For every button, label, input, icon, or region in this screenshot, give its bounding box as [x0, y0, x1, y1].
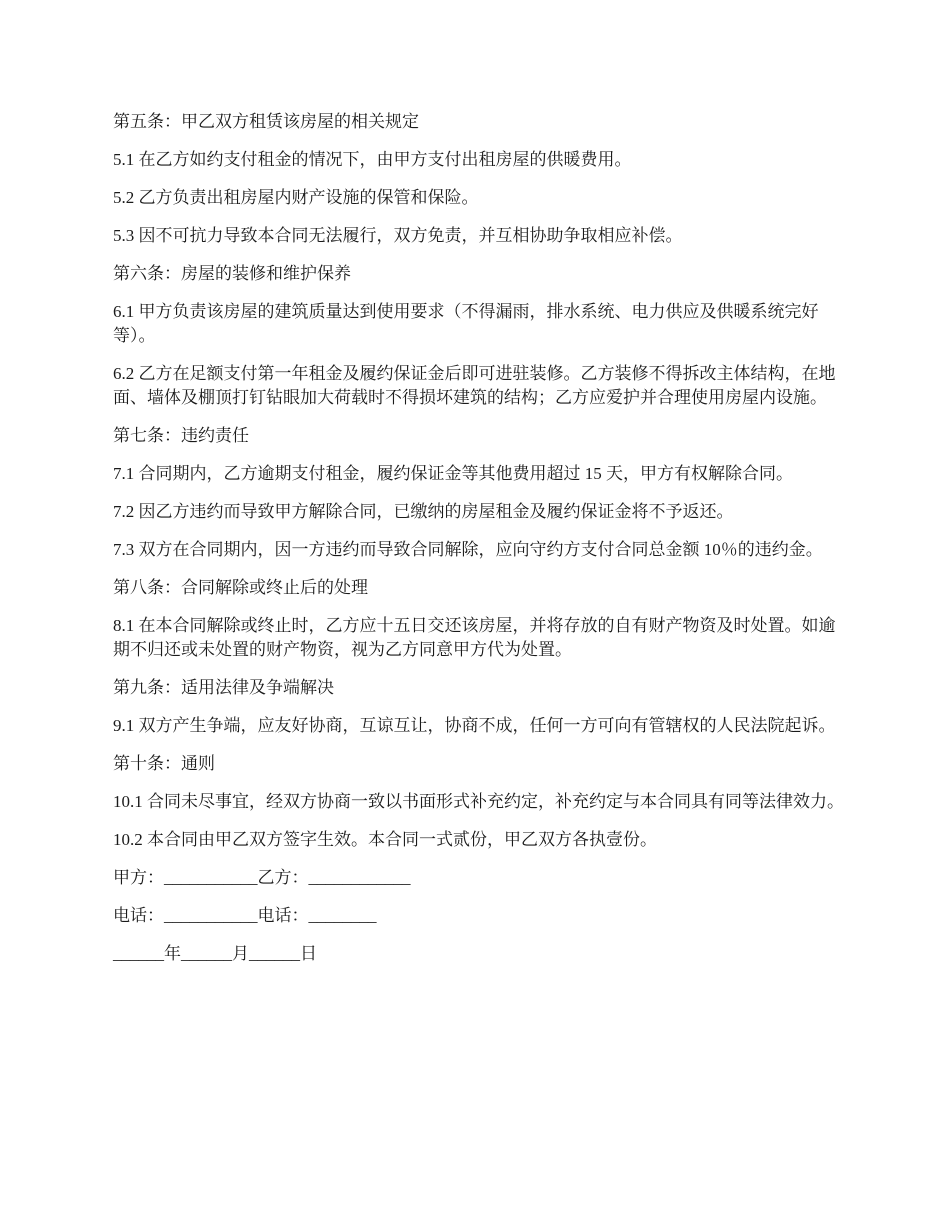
clause-7-3: 7.3 双方在合同期内，因一方违约而导致合同解除，应向守约方支付合同总金额 10％的违约金。 — [113, 540, 823, 559]
clause-8-1: 8.1 在本合同解除或终止时，乙方应十五日交还该房屋，并将存放的自有财产物资及时处置。如逾期不归还或未处置的财产物资，视为乙方同意甲方代为处置。 — [113, 616, 836, 659]
clause-5-2: 5.2 乙方负责出租房屋内财产设施的保管和保险。 — [113, 188, 479, 207]
article-7-heading: 第七条：违约责任 — [113, 426, 249, 445]
article-5-heading: 第五条：甲乙双方租赁该房屋的相关规定 — [113, 112, 419, 131]
clause-7-1: 7.1 合同期内，乙方逾期支付租金，履约保证金等其他费用超过 15 天，甲方有权解除合同。 — [113, 464, 793, 483]
clause-7-2: 7.2 因乙方违约而导致甲方解除合同，已缴纳的房屋租金及履约保证金将不予返还。 — [113, 502, 734, 521]
article-8-heading: 第八条：合同解除或终止后的处理 — [113, 578, 368, 597]
article-10-heading: 第十条：通则 — [113, 754, 215, 773]
signature-phone-line: 电话：___________电话：________ — [113, 906, 377, 925]
clause-5-1: 5.1 在乙方如约支付租金的情况下，由甲方支付出租房屋的供暖费用。 — [113, 150, 632, 169]
clause-6-1: 6.1 甲方负责该房屋的建筑质量达到使用要求（不得漏雨，排水系统、电力供应及供暖系统完好等）。 — [113, 302, 819, 345]
clause-10-2: 10.2 本合同由甲乙双方签字生效。本合同一式贰份，甲乙双方各执壹份。 — [113, 830, 657, 849]
signature-date-line: ______年______月______日 — [113, 944, 317, 963]
clause-5-3: 5.3 因不可抗力导致本合同无法履行，双方免责，并互相协助争取相应补偿。 — [113, 226, 683, 245]
signature-party-line: 甲方：___________乙方：____________ — [113, 868, 411, 887]
document-body — [113, 110, 848, 980]
clause-6-2: 6.2 乙方在足额支付第一年租金及履约保证金后即可进驻装修。乙方装修不得拆改主体结构，在地面、墙体及棚顶打钉钻眼加大荷载时不得损坏建筑的结构；乙方应爱护并合理使用房屋内设施。 — [113, 364, 836, 407]
clause-10-1: 10.1 合同未尽事宜，经双方协商一致以书面形式补充约定，补充约定与本合同具有同等法律效力。 — [113, 792, 844, 811]
article-6-heading: 第六条：房屋的装修和维护保养 — [113, 264, 351, 283]
article-9-heading: 第九条：适用法律及争端解决 — [113, 678, 334, 697]
clause-9-1: 9.1 双方产生争端，应友好协商，互谅互让，协商不成，任何一方可向有管辖权的人民法院起诉。 — [113, 716, 836, 735]
